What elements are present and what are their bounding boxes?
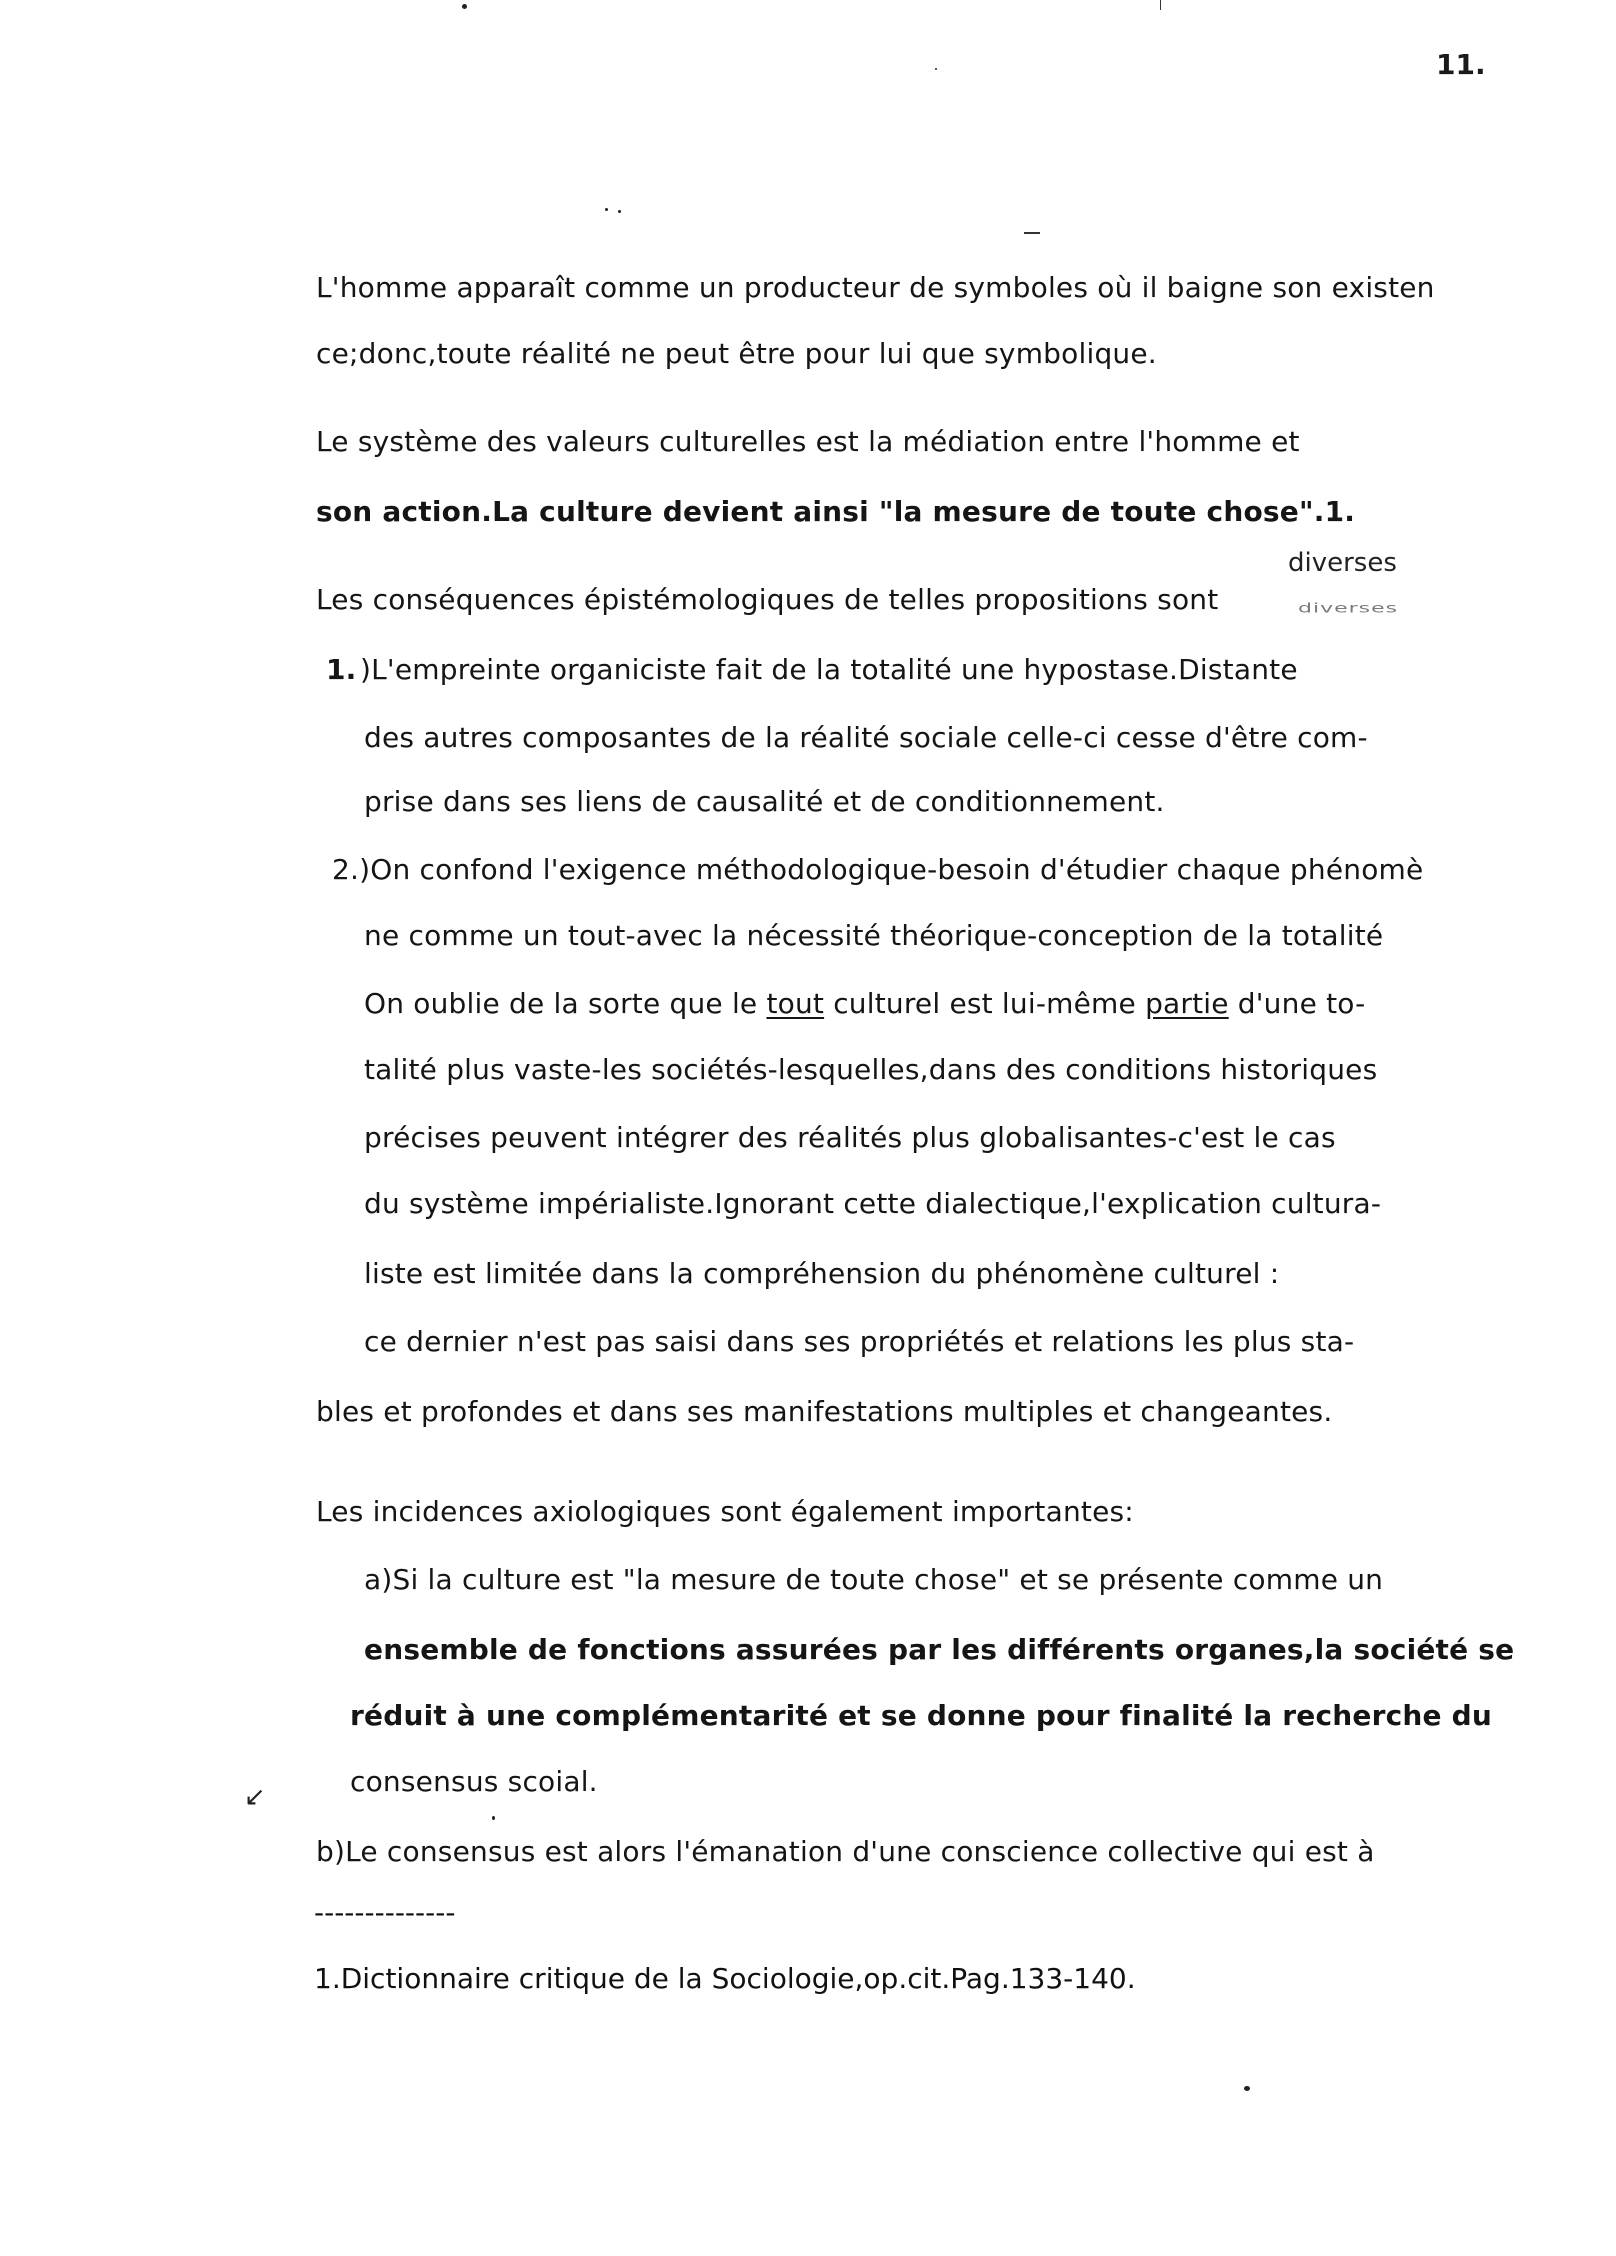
text-line: b)Le consensus est alors l'émanation d'une conscience collective qui est à	[316, 1835, 1375, 1868]
text-line: )L'empreinte organiciste fait de la totalité une hypostase.Distante	[360, 653, 1298, 686]
smudged-word: diverses	[1298, 601, 1399, 616]
text-line: L'homme apparaît comme un producteur de symboles où il baigne son existen	[316, 271, 1435, 304]
text-line: précises peuvent intégrer des réalités plus globalisantes-c'est le cas	[364, 1121, 1336, 1154]
text-line: ce;donc,toute réalité ne peut être pour lui que symbolique.	[316, 337, 1157, 370]
text-line: ce dernier n'est pas saisi dans ses propriétés et relations les plus sta-	[364, 1325, 1355, 1358]
handwritten-insert: diverses	[1288, 548, 1397, 578]
text-line: réduit à une complémentarité et se donne pour finalité la recherche du	[350, 1699, 1493, 1732]
text-line: a)Si la culture est "la mesure de toute chose" et se présente comme un	[364, 1563, 1384, 1596]
scan-speck	[462, 4, 467, 9]
text-line: Le système des valeurs culturelles est la médiation entre l'homme et	[316, 425, 1300, 458]
text-line: son action.La culture devient ainsi "la mesure de toute chose".1.	[316, 495, 1356, 528]
text-line: ne comme un tout-avec la nécessité théorique-conception de la totalité	[364, 919, 1384, 952]
scan-speck	[1244, 2086, 1250, 2091]
margin-annotation-mark: ↙	[244, 1782, 266, 1812]
text-segment: On oublie de la sorte que le	[364, 987, 767, 1020]
scan-mark	[1160, 0, 1161, 10]
scan-mark	[1024, 232, 1040, 234]
text-line: consensus scoial.	[350, 1765, 598, 1798]
footnote: 1.Dictionnaire critique de la Sociologie,op.cit.Pag.133-140.	[314, 1962, 1136, 1995]
text-line: Les conséquences épistémologiques de telles propositions sont	[316, 583, 1219, 616]
underlined-word-tout: tout	[766, 987, 825, 1020]
text-line: ensemble de fonctions assurées par les différents organes,la société se	[364, 1633, 1515, 1666]
list-item-marker: 1.	[326, 653, 357, 686]
text-line: prise dans ses liens de causalité et de conditionnement.	[364, 785, 1165, 818]
text-line: Les incidences axiologiques sont également importantes:	[316, 1495, 1134, 1528]
text-segment: d'une to-	[1228, 987, 1366, 1020]
scan-speck	[618, 210, 621, 213]
footnote-separator: --------------	[314, 1896, 456, 1929]
text-line-with-underline	[364, 986, 1365, 1022]
scan-speck	[605, 208, 608, 211]
text-line: des autres composantes de la réalité sociale celle-ci cesse d'être com-	[364, 721, 1368, 754]
text-line: liste est limitée dans la compréhension du phénomène culturel :	[364, 1257, 1280, 1290]
text-line: bles et profondes et dans ses manifestations multiples et changeantes.	[316, 1395, 1333, 1428]
scan-speck	[935, 68, 937, 70]
text-line: 2.)On confond l'exigence méthodologique-besoin d'étudier chaque phénomè	[332, 853, 1424, 886]
text-line: du système impérialiste.Ignorant cette dialectique,l'explication cultura-	[364, 1187, 1382, 1220]
underlined-word-partie: partie	[1145, 987, 1229, 1020]
text-line: talité plus vaste-les sociétés-lesquelles,dans des conditions historiques	[364, 1053, 1378, 1086]
text-segment: culturel est lui-même	[824, 987, 1146, 1020]
scan-speck	[492, 1816, 495, 1820]
page-number: 11.	[1436, 48, 1486, 81]
